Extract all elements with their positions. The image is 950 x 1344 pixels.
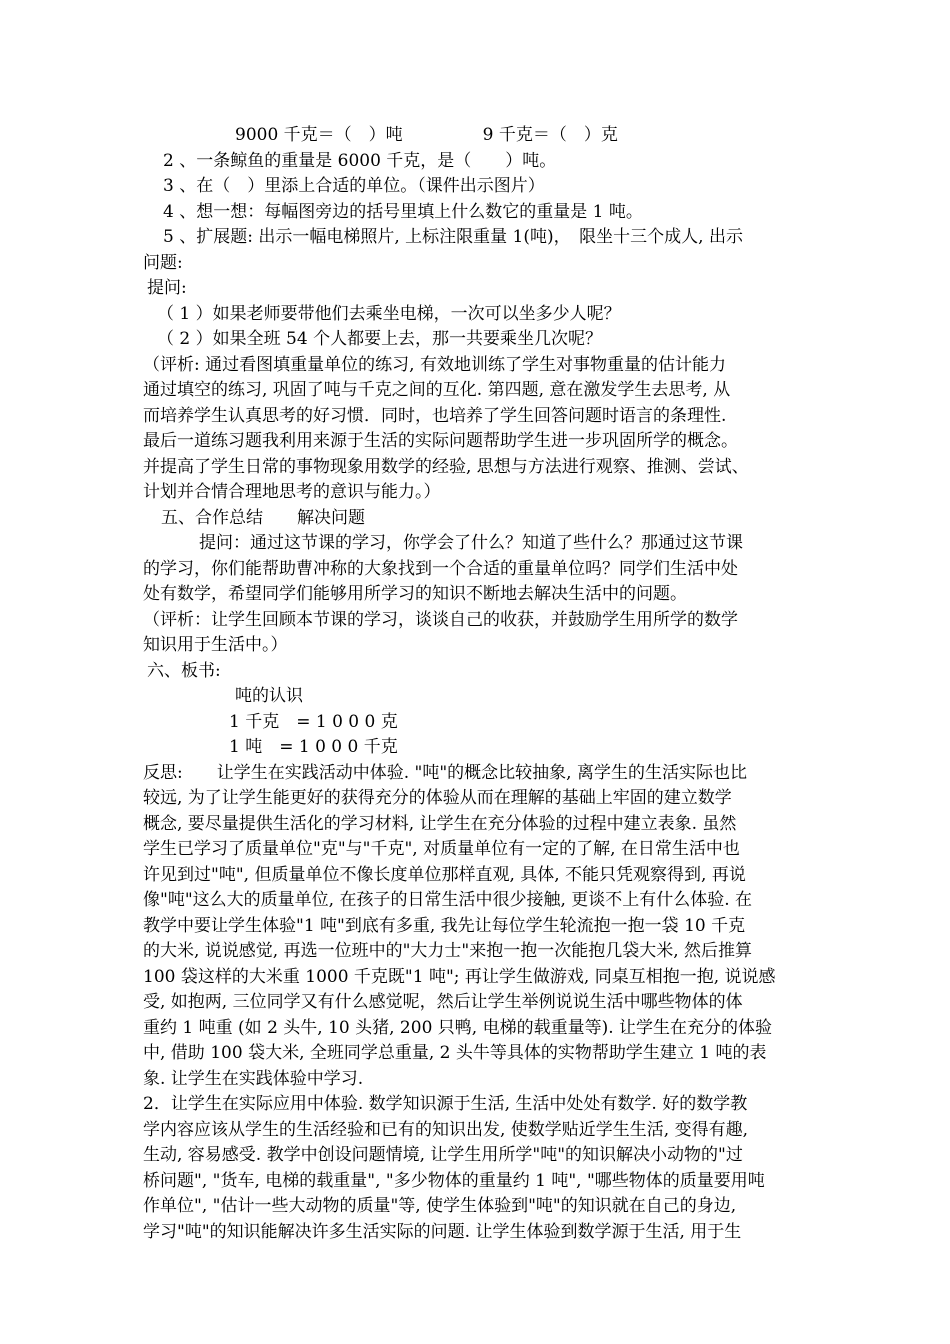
reflection-block (143, 761, 811, 1093)
point-2-line: 作单位", "估计一些大动物的质量"等, 使学生体验到"吨"的知识就在自己的身边, (143, 1196, 737, 1216)
exercise-1-right: 9 千克＝（ ）克 (482, 125, 618, 145)
exercise-q3: 3 、在（ ）里添上合适的单位。（课件出示图片） (163, 176, 545, 196)
point-2-line: 学习"吨"的知识能解决许多生活实际的问题. 让学生体验到数学源于生活, 用于生 (143, 1221, 742, 1242)
comment-1-line: 而培养学生认真思考的好习惯．同时，也培养了学生回答问题时语言的条理性. (143, 405, 727, 426)
reflection-line: 教学中要让学生体验"1 吨"到底有多重, 我先让每位学生轮流抱一抱一袋 10 千克 (143, 915, 746, 936)
section-5-line: 提问：通过这节课的学习，你学会了什么？知道了些什么？那通过这节课 (199, 533, 743, 553)
section-5-comment-line: 知识用于生活中。） (143, 635, 288, 655)
reflection-line: 反思: 让学生在实践活动中体验. "吨"的概念比较抽象, 离学生的生活实际也比 (143, 762, 747, 783)
section-5-heading: 五、合作总结 解决问题 (161, 507, 365, 528)
reflection-line: 的大米, 说说感觉, 再选一位班中的"大力士"来抱一抱一次能抱几袋大米, 然后推算 (143, 941, 753, 961)
point-2-line: 桥问题", "货车, 电梯的载重量", "多少物体的重量约 1 吨", "哪些物体的质量要用吨 (143, 1170, 765, 1191)
comment-block-1 (143, 353, 811, 506)
comment-1-line: 计划并合情合理地思考的意识与能力。） (143, 482, 441, 502)
reflection-line: 象. 让学生在实践体验中学习. (143, 1068, 364, 1089)
comment-1-line: （评析: 通过看图填重量单位的练习, 有效地训练了学生对事物重量的估计能力 (143, 354, 726, 375)
document-page (143, 123, 811, 1245)
section-5-comment-line: （评析：让学生回顾本节课的学习，谈谈自己的收获，并鼓励学生用所学的数学 (143, 609, 738, 630)
reflection-line: 概念, 要尽量提供生活化的学习材料, 让学生在充分体验的过程中建立表象. 虽然 (143, 813, 737, 834)
reflection-line: 学生已学习了质量单位"克"与"千克", 对质量单位有一定的了解, 在日常生活中也 (143, 839, 740, 859)
reflection-line: 较远, 为了让学生能更好的获得充分的体验从而在理解的基础上牢固的建立数学 (143, 788, 732, 808)
section-5-line: 处有数学，希望同学们能够用所学习的知识不断地去解决生活中的问题。 (143, 584, 687, 604)
board-title: 吨的认识 (235, 686, 303, 706)
reflection-line: 受, 如抱两, 三位同学又有什么感觉呢，然后让学生举例说说生活中哪些物体的体 (143, 992, 743, 1012)
ask-question-2: （ 2 ）如果全班 54 个人都要上去，那一共要乘坐几次呢？ (157, 329, 603, 349)
reflection-line: 像"吨"这么大的质量单位, 在孩子的日常生活中很少接触, 更谈不上有什么体验. 在 (143, 890, 753, 910)
ask-question-1: （ 1 ）如果老师要带他们去乘坐电梯，一次可以坐多少人呢？ (157, 303, 621, 324)
exercise-1-left: 9000 千克＝（ ）吨 (235, 125, 403, 145)
comment-1-line: 并提高了学生日常的事物现象用数学的经验, 思想与方法进行观察、推测、尝试、 (143, 456, 749, 477)
exercise-q5-line-2: 问题: (143, 252, 183, 273)
ask-label: 提问: (147, 278, 187, 298)
comment-1-line: 通过填空的练习, 巩固了吨与千克之间的互化. 第四题, 意在激发学生去思考, 从 (143, 380, 731, 400)
exercise-q2: 2 、一条鲸鱼的重量是 6000 千克，是（ ）吨。 (163, 150, 557, 171)
comment-1-line: 最后一道练习题我利用来源于生活的实际问题帮助学生进一步巩固所学的概念。 (143, 431, 738, 451)
reflection-line: 中, 借助 100 袋大米, 全班同学总重量, 2 头牛等具体的实物帮助学生建立 1 吨的表 (143, 1043, 767, 1063)
reflection-line: 许见到过"吨", 但质量单位不像长度单位那样直观, 具体, 不能只凭观察得到, 再说 (143, 864, 746, 885)
point-2-line: 生动, 容易感受. 教学中创设问题情境, 让学生用所学"吨"的知识解决小动物的"过 (143, 1145, 743, 1165)
section-6-heading: 六、板书: (147, 660, 221, 681)
point-2-block (143, 1092, 811, 1245)
reflection-line: 100 袋这样的大米重 1000 千克既"1 吨"; 再让学生做游戏, 同桌互相抱一抱, 说说感 (143, 966, 776, 987)
point-2-line: 学内容应该从学生的生活经验和已有的知识出发, 使数学贴近学生生活, 变得有趣, (143, 1119, 749, 1140)
exercise-row-1 (143, 123, 811, 149)
reflection-line: 重约 1 吨重 (如 2 头牛, 10 头猪, 200 只鸭, 电梯的载重量等). 让学生在充分的体验 (143, 1017, 773, 1038)
point-2-line: 2．让学生在实际应用中体验. 数学知识源于生活, 生活中处处有数学. 好的数学教 (143, 1094, 748, 1114)
board-line-2: 1 吨 = 1 0 0 0 千克 (229, 737, 398, 757)
board-line-1: 1 千克 = 1 0 0 0 克 (229, 711, 398, 732)
section-5-line: 的学习，你们能帮助曹冲称的大象找到一个合适的重量单位吗？同学们生活中处 (143, 558, 738, 579)
exercise-q5-line-1: 5 、扩展题: 出示一幅电梯照片, 上标注限重量 1(吨)， 限坐十三个成人, 出示 (163, 227, 743, 247)
exercise-q4: 4 、想一想：每幅图旁边的括号里填上什么数它的重量是 1 吨。 (163, 201, 643, 222)
